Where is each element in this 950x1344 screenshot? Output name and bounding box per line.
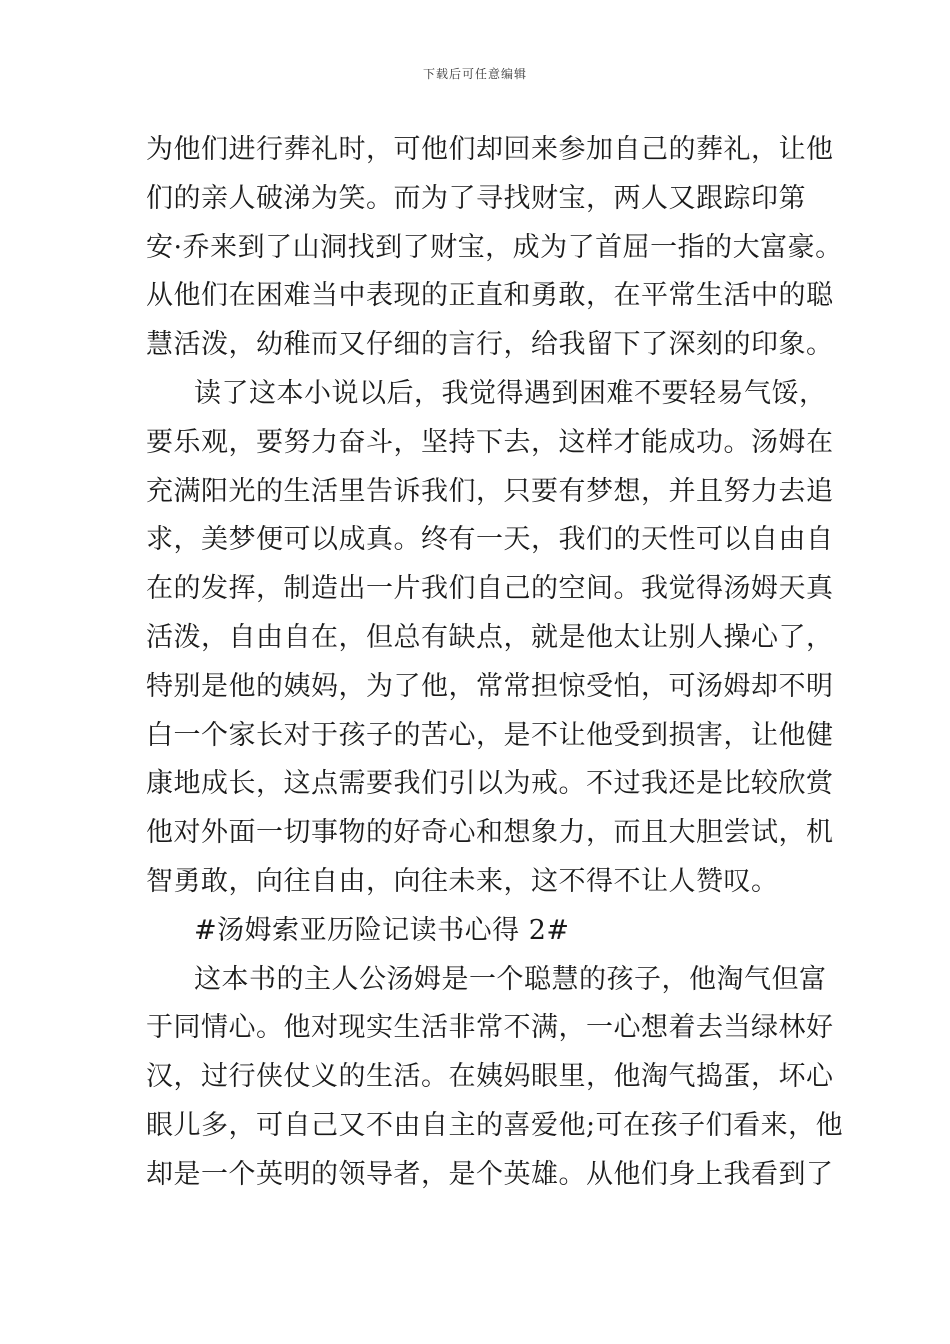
text-line: 于同情心。他对现实生活非常不满，一心想着去当绿林好 (146, 1012, 834, 1044)
text-line: 眼儿多，可自己又不由自主的喜爱他;可在孩子们看来，他 (146, 1109, 844, 1141)
text-line: 在的发挥，制造出一片我们自己的空间。我觉得汤姆天真 (146, 573, 834, 605)
text-line: 却是一个英明的领导者，是个英雄。从他们身上我看到了 (146, 1158, 834, 1190)
text-line: 要乐观，要努力奋斗，坚持下去，这样才能成功。汤姆在 (146, 426, 834, 458)
page-header: 下载后可任意编辑 (422, 67, 527, 81)
text-line: 智勇敢，向往自由，向往未来，这不得不让人赞叹。 (146, 865, 779, 897)
text-line: 活泼，自由自在，但总有缺点，就是他太让别人操心了， (146, 621, 834, 653)
text-line: 汉，过行侠仗义的生活。在姨妈眼里，他淘气捣蛋，坏心 (146, 1061, 834, 1093)
text-line: 求，美梦便可以成真。终有一天，我们的天性可以自由自 (146, 524, 834, 556)
text-line: 特别是他的姨妈，为了他，常常担惊受怕，可汤姆却不明 (146, 670, 834, 702)
text-line: 充满阳光的生活里告诉我们，只要有梦想，并且努力去追 (146, 475, 834, 507)
text-line: 他对外面一切事物的好奇心和想象力，而且大胆尝试，机 (146, 817, 834, 849)
paragraph-start-line: 读了这本小说以后，我觉得遇到困难不要轻易气馁， (194, 377, 827, 409)
text-line: 从他们在困难当中表现的正直和勇敢，在平常生活中的聪 (146, 280, 834, 312)
paragraph-start-line: 这本书的主人公汤姆是一个聪慧的孩子，他淘气但富 (194, 963, 827, 995)
text-line: 安·乔来到了山洞找到了财宝，成为了首屈一指的大富豪。 (146, 231, 843, 263)
text-line: 为他们进行葬礼时，可他们却回来参加自己的葬礼，让他 (146, 134, 834, 165)
text-line: 们的亲人破涕为笑。而为了寻找财宝，两人又跟踪印第 (146, 182, 806, 214)
text-line: 康地成长，这点需要我们引以为戒。不过我还是比较欣赏 (146, 768, 834, 800)
section-heading: #汤姆索亚历险记读书心得 2# (194, 914, 570, 946)
text-line: 慧活泼，幼稚而又仔细的言行，给我留下了深刻的印象。 (146, 329, 834, 361)
text-line: 白一个家长对于孩子的苦心，是不让他受到损害，让他健 (146, 719, 834, 751)
body-text (146, 126, 844, 1200)
